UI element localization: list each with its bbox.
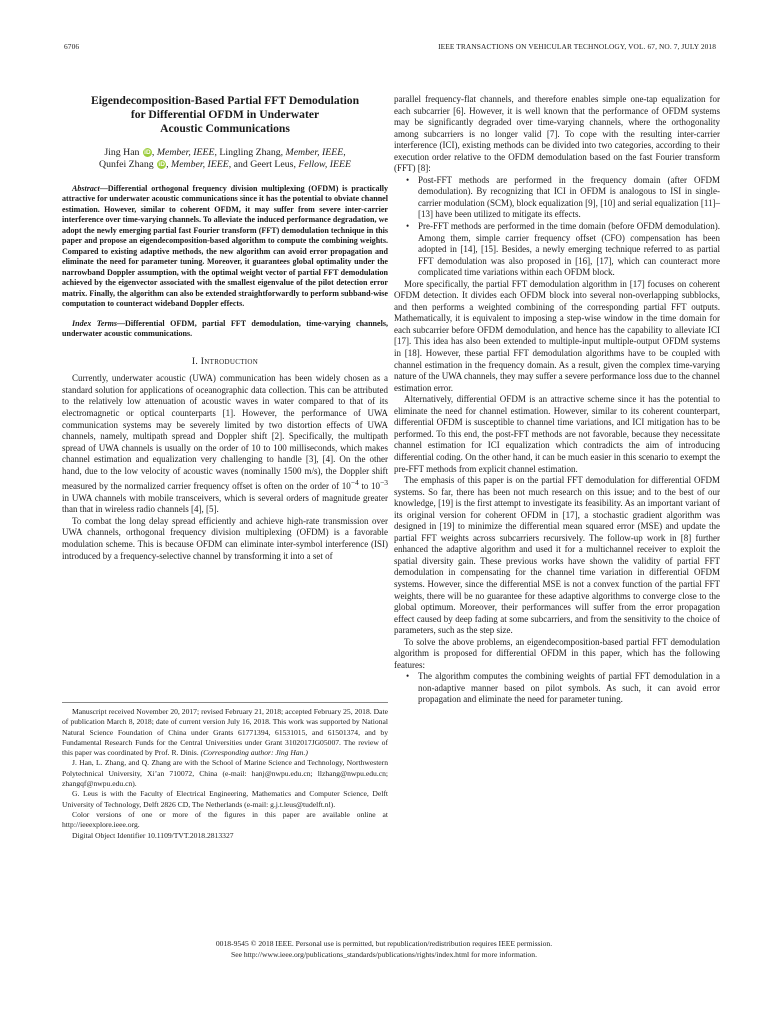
author-role: Fellow, IEEE — [298, 159, 351, 171]
orcid-icon[interactable]: iD — [144, 148, 151, 156]
method-list — [394, 175, 720, 279]
author-role: Member, IEEE — [171, 159, 229, 171]
text-run: to 10 — [358, 481, 380, 492]
right-paragraph-1: parallel frequency-flat channels, and therefore enables simple one-tap equalization for each subcarrier [6]. However, it is well known that the performance of OFDM systems may be significantly degraded over time-varying channels, where the orthogonality among subcarriers is no longer valid [7]. To cope with the resulting inter-carrier interference (ICI), existing methods can be divided into two categories, according to their execution order relative to the OFDM demodulation based on the fast Fourier transform (FFT) [8]: — [394, 94, 720, 174]
author-role: Member, IEEE — [156, 146, 215, 158]
intro-paragraph-1 — [62, 373, 388, 516]
title-line-1: Eigendecomposition-Based Partial FFT Demodulation — [90, 94, 360, 107]
superscript: −3 — [380, 478, 388, 488]
copyright-footer — [0, 939, 768, 960]
page-number: 6706 — [64, 42, 80, 51]
text-run: in UWA channels with mobile transceivers, which is several orders of magnitude greater than that in wireless radio channels [4], [5]. — [62, 492, 388, 515]
title-line-2: for Differential OFDM in Underwater — [130, 108, 320, 122]
section-title: Introduction — [200, 355, 259, 367]
abstract-label: Abstract — [72, 183, 100, 193]
feature-list — [394, 671, 720, 706]
section-numeral: I. — [191, 355, 199, 367]
right-paragraph-4: The emphasis of this paper is on the partial FFT demodulation for differential OFDM systems. So far, there has been not much research on this issue; and to the best of our knowledge, [19] is the first attempt to investigate its feasibility. As an important variant of its original version for coherent OFDM in [17], a stochastic gradient algorithm was designed in [19] to minimize the differential mean squared error (MSE) and update the partial FFT weights across subcarriers recursively. The follow-up work in [8] further enhanced the adaptive algorithm and used it for a multichannel receiver to exploit the spatial diversity gain. These previous works have shown the validity of partial FFT demodulation in compensating for the channel time variation in differential OFDM systems. However, since the differential MSE is not a convex function of the partial FFT weights, there will be no guarantee for these adaptive algorithms to converge close to the global optimum. Moreover, their performances will suffer from the error propagation effect caused by deep fading at some subcarriers, and from the sensitivity to the choice of parameters, such as the step size. — [394, 475, 720, 636]
footnote-color: Color versions of one or more of the figures in this paper are available online at http://ieeexplore.ieee.org. — [62, 809, 388, 830]
journal-header: IEEE TRANSACTIONS ON VEHICULAR TECHNOLOGY, VOL. 67, NO. 7, JULY 2018 — [438, 42, 716, 51]
author-line-1: Jing Han iD, Member, IEEE, Lingling Zhang, Member, IEEE, — [104, 146, 346, 158]
footnote-rule — [62, 702, 388, 703]
right-column — [394, 94, 720, 706]
author-list — [62, 147, 388, 172]
text-run: Currently, underwater acoustic (UWA) communication has been widely chosen as a standard solution for applications of oceanographic data collection. This can be attributed to the relatively low attenuation of acoustic waves in water compared to that of its electromagnetic or optical counterparts [1]. However, the performance of UWA communication systems may be severely limited by two distortion effects of UWA channels, namely, multipath spread and Doppler shift [2]. Specifically, the multipath spread of UWA channels is usually on the order of 10 to 100 milliseconds, which makes channel estimation and equalization very challenging to handle [3], [4]. On the other hand, due to the low velocity of acoustic waves (nominally 1500 m/s), the Doppler shift measured by the normalized carrier frequency offset is often on the order of 10 — [62, 373, 388, 492]
index-terms-text: —Differential OFDM, partial FFT demodulation, time-varying channels, underwater acoustic communications. — [62, 318, 388, 339]
index-terms — [62, 319, 388, 340]
footnote-affiliation-2: G. Leus is with the Faculty of Electrical Engineering, Mathematics and Computer Science, Delft University of Technology, Delft 2826 CD, The Netherlands (e-mail: g.j.t.leus@tudelft.nl). — [62, 789, 388, 809]
list-item: • Pre-FFT methods are performed in the time domain (before OFDM demodulation). Among them, simple carrier frequency offset (CFO) compensation has been adopted in [14], [15]. Besides, a newly emerging technique referred to as partial FFT demodulation was also proposed in [16], [17], which can counteract more complicated time variations within each OFDM block. — [394, 221, 720, 279]
abstract-text: —Differential orthogonal frequency division multiplexing (OFDM) is practically attractive for underwater acoustic communications since it has the potential to obviate channel estimation. However, similar to coherent OFDM, it may suffer from severe inter-carrier interference over time-varying channels. To alleviate the induced performance degradation, we adopt the newly emerging partial fast Fourier transform (FFT) demodulation technique in this paper and propose an eigendecomposition-based algorithm to compute the combining weights. Compared to existing adaptive methods, the new algorithm can avoid error propagation and eliminate the need for parameter tuning. Moreover, it guarantees global optimality under the narrowband Doppler assumption, with the optimal weight vector of partial FFT demodulation achieved by the eigenvector associated with the smallest eigenvalue of the pilot detection error matrix. Finally, the algorithm can also be extended straightforwardly to perform subband-wise computation to counteract wideband Doppler effects. — [62, 183, 388, 309]
author-name: Geert Leus — [250, 159, 294, 171]
orcid-icon[interactable]: iD — [158, 161, 165, 169]
right-paragraph-2: More specifically, the partial FFT demodulation algorithm in [17] focuses on coherent OFDM detection. It divides each OFDM block into several non-overlapping subblocks, and then performs a weighted combining of the corresponding partial FFT outputs. Mathematically, it is equivalent to imposing a step-wise window in the time domain for each subcarrier before OFDM demodulation, and hence has the capability to alleviate ICI [17]. This idea has also been extended to multiple-input multiple-output OFDM systems in [18]. However, these partial FFT demodulation algorithms have to be coupled with channel estimation in the frequency domain. As a result, given the complex time-varying nature of the UWA channels, they may suffer a severe performance loss due to the channel estimation error. — [394, 278, 720, 393]
author-name: Jing Han — [104, 146, 140, 158]
footer-line-2: See http://www.ieee.org/publications_standards/publications/rights/index.html for more information. — [230, 949, 537, 959]
list-item: • Post-FFT methods are performed in the frequency domain (after OFDM demodulation). By recognizing that ICI in OFDM is analogous to ISI in single-carrier modulation (SCM), block equalization [9], [10] and serial equalization [11]–[13] have been utilized to mitigate its effects. — [394, 175, 720, 221]
list-item: • The algorithm computes the combining weights of partial FFT demodulation in a non-adaptive manner based on pilot symbols. As such, it can avoid error propagation and eliminate the need for parameter tuning. — [394, 671, 720, 706]
author-name: Lingling Zhang — [219, 146, 281, 158]
footnote-affiliation-1: J. Han, L. Zhang, and Q. Zhang are with the School of Marine Science and Technology, Northwestern Polytechnical University, Xi’an 710072, China (e-mail: hanj@nwpu.edu.cn; llzhang@nwpu.edu.cn; zhangqf@nwpu.edu.cn). — [62, 758, 388, 789]
right-paragraph-5: To solve the above problems, an eigendecomposition-based partial FFT demodulation algorithm is proposed for differential OFDM in this paper, which has the following features: — [394, 636, 720, 670]
section-heading — [62, 356, 388, 368]
author-role: Member, IEEE — [285, 146, 344, 158]
right-paragraph-3: Alternatively, differential OFDM is an attractive scheme since it has the potential to eliminate the need for channel estimation. However, similar to its coherent counterpart, differential OFDM is susceptible to channel time variations, and ICI mitigation has to be performed. To this end, the post-FFT methods are not favorable, because they necessitate channel estimation for ICI equalization which contradicts the aim of introducing differential coding. On the other hand, it can be much easier in this scenario to exempt the pre-FFT methods from explicit channel estimation. — [394, 394, 720, 474]
superscript: −4 — [350, 478, 359, 488]
abstract — [62, 184, 388, 310]
author-line-2: Qunfei Zhang iD, Member, IEEE, and Geert Leus, Fellow, IEEE — [99, 159, 351, 171]
corresponding-author: (Corresponding author: Jing Han.) — [200, 748, 308, 758]
index-terms-label: Index Terms — [72, 318, 117, 328]
footer-line-1: 0018-9545 © 2018 IEEE. Personal use is permitted, but republication/redistribution requires IEEE permission. — [215, 939, 553, 948]
title-line-3: Acoustic Communications — [160, 122, 290, 136]
footnote-doi: Digital Object Identifier 10.1109/TVT.2018.2813327 — [72, 830, 234, 840]
left-column — [62, 94, 388, 562]
paper-title — [62, 94, 388, 137]
footnote-manuscript — [62, 707, 388, 758]
intro-paragraph-2: To combat the long delay spread efficiently and achieve high-rate transmission over UWA channels, orthogonal frequency division multiplexing (OFDM) is a favorable modulation scheme. This is because OFDM can eliminate inter-symbol interference (ISI) introduced by a frequency-selective channel by transforming it into a set of — [62, 515, 388, 561]
author-name: Qunfei Zhang — [99, 159, 154, 171]
text-run: Manuscript received November 20, 2017; revised February 21, 2018; accepted February 25, 2018. Date of publication March 8, 2018; date of current version July 16, 2018. This work was supported by National Natural Science Foundation of China under Grants 61771394, 61531015, and 61501374, and by Fundamental Research Funds for the Central Universities under Grant 3102017JG05007. The review of this paper was coordinated by Prof. R. Dinis. — [62, 707, 388, 758]
footnotes — [62, 707, 388, 841]
